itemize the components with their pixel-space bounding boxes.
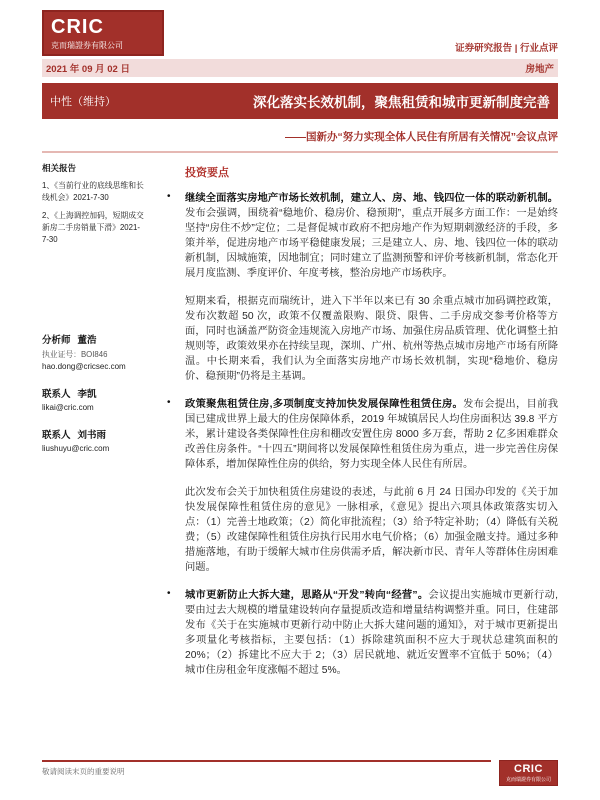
main-column <box>161 162 558 691</box>
report-date: 2021 年 09 月 02 日 <box>46 64 130 75</box>
header-divider <box>42 151 558 153</box>
left-sidebar <box>42 162 146 691</box>
bullet-paragraph <box>161 397 558 472</box>
report-subtitle: ——国新办“努力实现全体人民住有所居有关情况”会议点评 <box>285 131 558 143</box>
cric-logo-brand: CRIC <box>51 15 104 38</box>
related-reports-heading: 相关报告 <box>42 163 77 173</box>
paragraph-text <box>185 397 558 472</box>
contact-role: 分析师 <box>42 335 71 347</box>
paragraph-body: 会议提出实施城市更新行动,要由过去大规模的增量建设转向存量提质改造和增量结构调整并重。同日，住建部发布《关于在实施城市更新行动中防止大拆大建问题的通知》，对于城市更新提出多项量化考核指标，主要包括：（1）拆除建筑面积不应大于现状总建筑面积的 20%；（2）拆建比不应大于 2；（3）居民就地、就近安置率不宜低于 50%；（4）城市住房租金年度涨幅不超过 5%。 <box>185 590 558 676</box>
paragraph-lead: 政策聚焦租赁住房,多项制度支持加快发展保障性租赁住房。 <box>185 399 464 410</box>
paragraph-lead: 城市更新防止大拆大建，思路从“开发”转向“经营”。 <box>185 590 429 601</box>
contact-name: 董浩 <box>77 335 97 347</box>
cric-footer-logo <box>499 760 558 786</box>
bullet-paragraph <box>161 588 558 678</box>
paragraph-body: 短期来看，根据克而瑞统计，进入下半年以来已有 30 余重点城市加码调控政策，发布次数超 50 次，政策不仅覆盖限购、限贷、限售、二手房成交参考价格等方面，同时也涵盖严防资金违规流入房地产市场、加强住房品质管理、优化调整土拍规则等，政策效果亦在持续呈现，深圳、广州、杭州等热点城市房地产市场有所降温。中长期来看，我们认为全面落实房地产市场长效机制，实现“稳地价、稳房价、稳预期”仍将是主基调。 <box>185 296 558 382</box>
analyst-name-row <box>42 332 146 346</box>
cric-logo-company: 克而瑞證券有限公司 <box>51 40 123 50</box>
contact-role: 联系人 <box>42 430 71 442</box>
bullet-marker: • <box>167 191 171 202</box>
report-type-label: 证券研究报告 | 行业点评 <box>455 43 558 54</box>
footer-note: 敬请阅读末页的重要说明 <box>42 767 125 776</box>
investment-highlights-heading: 投资要点 <box>185 167 229 179</box>
related-report-item: 2、《上海调控加码，短期成交新房二手房销量下滑》2021-7-30 <box>42 211 144 245</box>
paragraph-text <box>185 485 558 575</box>
title-band <box>42 83 558 119</box>
paragraph <box>161 485 558 575</box>
bullet-paragraph <box>161 191 558 281</box>
paragraph-lead: 继续全面落实房地产市场长效机制，建立人、房、地、钱四位一体的联动新机制。 <box>185 193 558 204</box>
paragraph-body: 此次发布会关于加快租赁住房建设的表述，与此前 6 月 24 日国办印发的《关于加快发展保障性租赁住房的意见》一脉相承，《意见》提出六项具体政策落实切入点：（1）完善土地政策；（2）简化审批流程；（3）给予特定补助；（4）降低有关税费；（5）改建保障性租赁住房执行民用水电气价格；（6）加强金融支持。通过多种措施落地，有助于缓解大城市住房供需矛盾，解决新市民、青年人等群体住房困难问题。 <box>185 487 558 573</box>
bullet-marker: • <box>167 397 171 408</box>
analyst-cert-number: 执业证号：BOI846 <box>42 350 108 360</box>
contact-email: hao.dong@cricsec.com <box>42 362 126 372</box>
report-title: 深化落实长效机制，聚焦租赁和城市更新制度完善 <box>253 95 550 110</box>
paragraph-body: 发布会提出，目前我国已建成世界上最大的住房保障体系，2019 年城镇居民人均住房面积达 39.8 平方米，累计建设各类保障性住房和棚改安置住房 8000 多万套，帮助 2 亿多困难群众改善住房条件。“十四五”期间将以发展保障性租赁住房为重点，进一步完善住房保障体系，增加保障性住房的供给，努力实现全体人民住有所居。 <box>185 399 558 470</box>
paragraph-text <box>185 588 558 678</box>
contact-name-row <box>42 386 146 400</box>
contact-name: 刘书雨 <box>77 430 107 442</box>
contact-email: liushuyu@cric.com <box>42 444 110 454</box>
cric-footer-logo-brand: CRIC <box>514 763 543 775</box>
contact-name: 李凯 <box>77 389 97 401</box>
footer-disclaimer <box>42 760 491 777</box>
bullet-marker <box>161 294 185 384</box>
rating-label: 中性（维持） <box>50 96 116 108</box>
content-columns <box>42 162 558 691</box>
analyst-card <box>42 332 146 371</box>
date-sector-bar <box>42 59 558 77</box>
related-report-item: 1、《当前行业的底线思维和长线机会》2021-7-30 <box>42 181 144 203</box>
paragraph <box>161 294 558 384</box>
paragraph-body: 发布会强调，围绕着“稳地价、稳房价、稳预期”，重点开展多方面工作：一是始终坚持“房住不炒”定位；二是督促城市政府不把房地产作为短期刺激经济的手段，多策并举，促进房地产市场平稳健康发展；三是建立人、房、地、钱四位一体的联动新机制，因城施策，因地制宜；同时建立了监测预警和评价考核新机制，常态化开展月度监测、季度评价、年度考核，整治房地产市场秩序。 <box>185 208 558 279</box>
page-footer <box>42 760 558 786</box>
contact-role: 联系人 <box>42 389 71 401</box>
page-header <box>42 10 558 56</box>
bullet-marker: • <box>167 588 171 599</box>
bullet-marker <box>161 485 185 575</box>
contact-card <box>42 386 146 412</box>
contacts-block <box>42 332 146 453</box>
cric-logo <box>42 10 164 56</box>
contact-card <box>42 427 146 453</box>
sector-label: 房地产 <box>525 64 554 75</box>
contact-name-row <box>42 427 146 441</box>
paragraph-text <box>185 191 558 281</box>
cric-footer-logo-company: 克而瑞證券有限公司 <box>505 777 551 783</box>
contact-email: likai@cric.com <box>42 403 94 413</box>
paragraph-text <box>185 294 558 384</box>
